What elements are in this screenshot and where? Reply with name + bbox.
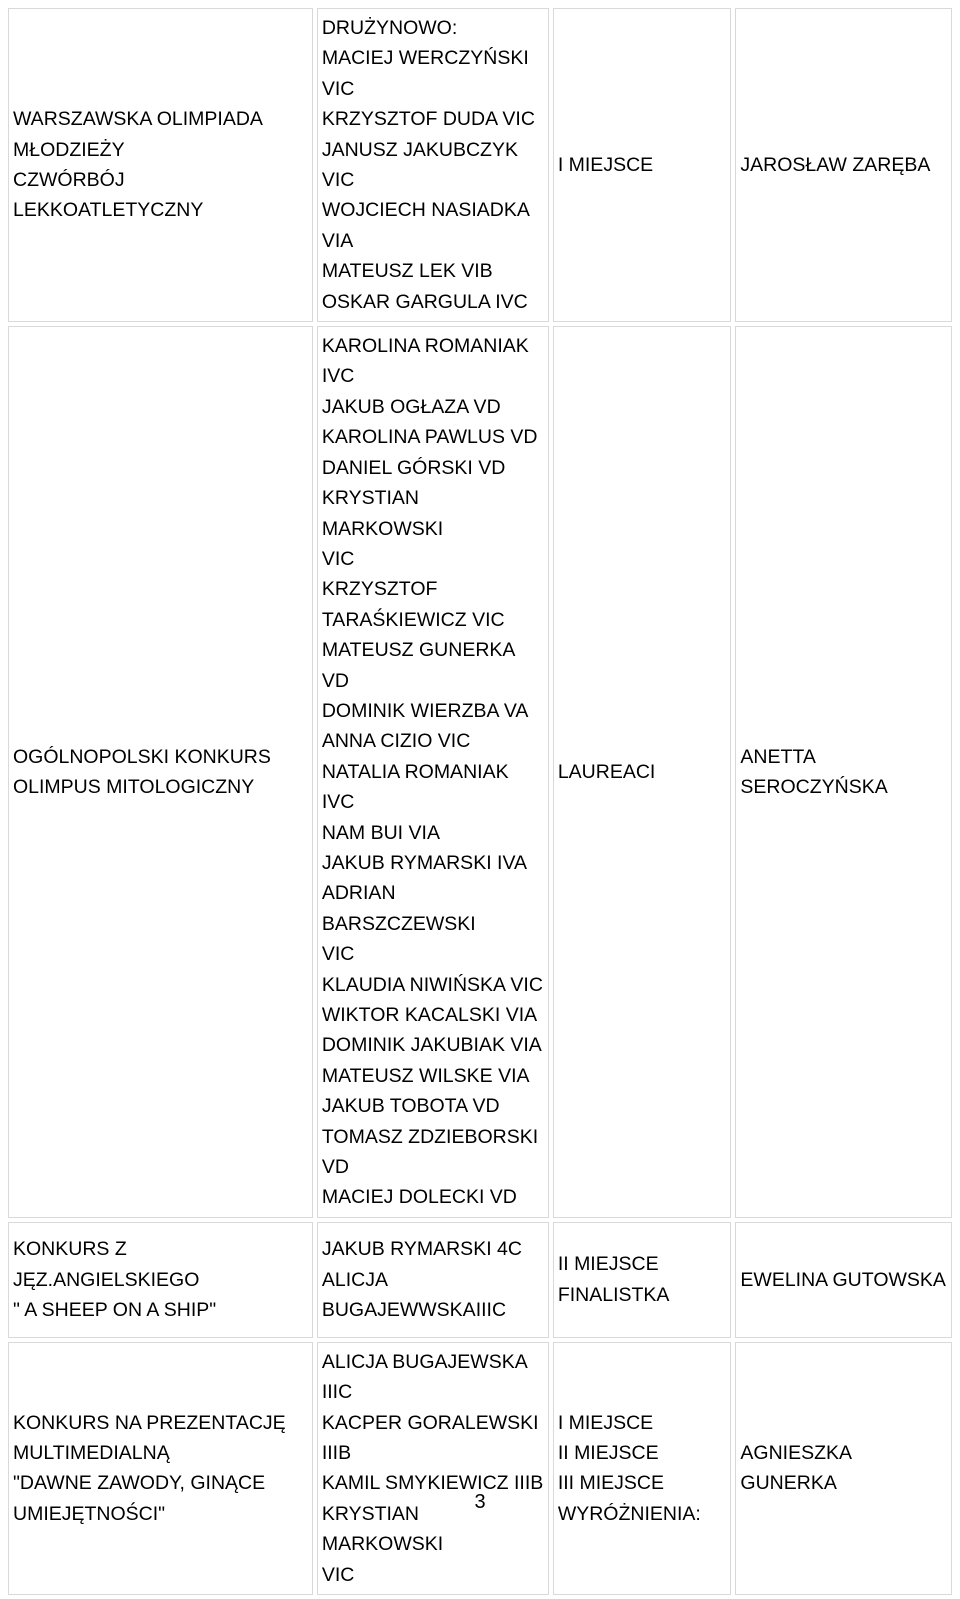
contest-line: WARSZAWSKA OLIMPIADA: [13, 108, 263, 131]
student-line: MACIEJ WERCZYŃSKI: [321, 47, 529, 70]
student-line: KRZYSZTOF DUDA VIC: [321, 108, 535, 131]
student-line: TOMASZ ZDZIEBORSKI: [321, 1125, 539, 1148]
result-cell: [553, 8, 732, 322]
result-line: I MIEJSCE: [557, 153, 654, 176]
result-cell: [553, 1222, 732, 1338]
page-number: 3: [474, 1491, 486, 1513]
student-line: IVC: [321, 791, 355, 814]
student-line: NAM BUI VIA: [321, 821, 440, 844]
contest-line: LEKKOATLETYCZNY: [13, 199, 204, 222]
student-line: VD: [321, 1156, 349, 1179]
student-line: VIC: [321, 1563, 355, 1586]
student-line: MACIEJ DOLECKI VD: [321, 1186, 517, 1209]
students-cell: [317, 1222, 549, 1338]
result-cell: [553, 1342, 732, 1595]
teacher-cell: [735, 1222, 952, 1338]
student-line: TARAŚKIEWICZ VIC: [321, 608, 505, 631]
contest-line: CZWÓRBÓJ: [13, 169, 125, 192]
results-table: [4, 4, 956, 1599]
student-line: VIA: [321, 229, 354, 252]
teacher-line: AGNIESZKA GUNERKA: [740, 1442, 851, 1495]
student-line: ALICJA: [321, 1268, 388, 1291]
student-line: BUGAJEWWSKAIIIC: [321, 1299, 507, 1322]
student-line: MATEUSZ GUNERKA VD: [321, 639, 515, 692]
contest-line: "DAWNE ZAWODY, GINĄCE: [13, 1472, 266, 1495]
student-line: KAMIL SMYKIEWICZ IIIB: [321, 1472, 544, 1495]
contest-cell: [8, 1222, 313, 1338]
result-line: III MIEJSCE: [557, 1472, 664, 1495]
contest-cell: [8, 326, 313, 1218]
table-row: [8, 8, 952, 322]
contest-line: KONKURS NA PREZENTACJĘ: [13, 1411, 286, 1434]
contest-line: " A SHEEP ON A SHIP": [13, 1299, 217, 1322]
table-row: [8, 1342, 952, 1595]
contest-line: KONKURS Z JĘZ.ANGIELSKIEGO: [13, 1238, 200, 1291]
student-line: WOJCIECH NASIADKA: [321, 199, 530, 222]
student-line: OSKAR GARGULA IVC: [321, 290, 528, 313]
student-line: JAKUB OGŁAZA VD: [321, 395, 501, 418]
student-line: KLAUDIA NIWIŃSKA VIC: [321, 973, 543, 996]
student-line: DANIEL GÓRSKI VD: [321, 456, 506, 479]
contest-line: MULTIMEDIALNĄ: [13, 1442, 170, 1465]
table-row: [8, 1222, 952, 1338]
student-line: MATEUSZ WILSKE VIA: [321, 1064, 530, 1087]
contest-line: OGÓLNOPOLSKI KONKURS: [13, 745, 271, 768]
table-row: [8, 326, 952, 1218]
teacher-cell: [735, 1342, 952, 1595]
contest-line: UMIEJĘTNOŚCI": [13, 1502, 166, 1525]
student-line: KRYSTIAN MARKOWSKI: [321, 487, 444, 540]
teacher-line: EWELINA GUTOWSKA: [740, 1268, 946, 1291]
teacher-cell: [735, 8, 952, 322]
result-line: II MIEJSCE: [557, 1253, 659, 1276]
student-line: NATALIA ROMANIAK: [321, 760, 509, 783]
result-line: I MIEJSCE: [557, 1411, 654, 1434]
student-line: KAROLINA ROMANIAK: [321, 335, 529, 358]
result-line: II MIEJSCE: [557, 1442, 659, 1465]
student-line: DOMINIK WIERZBA VA: [321, 699, 529, 722]
contest-cell: [8, 1342, 313, 1595]
student-line: KACPER GORALEWSKI: [321, 1411, 539, 1434]
student-line: WIKTOR KACALSKI VIA: [321, 1004, 538, 1026]
contest-cell: [8, 8, 313, 322]
student-line: VIC: [321, 547, 355, 570]
teacher-line: ANETTA: [740, 745, 816, 768]
teacher-cell: [735, 326, 952, 1218]
student-line: IIIC: [321, 1381, 353, 1404]
contest-line: MŁODZIEŻY: [13, 138, 125, 161]
result-line: FINALISTKA: [557, 1283, 670, 1306]
student-line: JANUSZ JAKUBCZYK VIC: [321, 138, 518, 192]
student-line: JAKUB TOBOTA VD: [321, 1095, 500, 1118]
student-line: MATEUSZ LEK VIB: [321, 260, 493, 283]
student-line: VIC: [321, 77, 355, 100]
students-cell: [317, 326, 549, 1218]
table-body: [8, 8, 952, 1595]
student-line: ADRIAN BARSZCZEWSKI: [321, 882, 476, 935]
result-line: WYRÓŻNIENIA:: [557, 1502, 701, 1525]
teacher-line: SEROCZYŃSKA: [740, 775, 888, 798]
student-line: DRUŻYNOWO:: [321, 17, 458, 39]
student-line: KRZYSZTOF: [321, 578, 438, 601]
student-line: ALICJA BUGAJEWSKA: [321, 1350, 528, 1373]
student-line: IVC: [321, 365, 355, 388]
student-line: JAKUB RYMARSKI 4C: [321, 1238, 522, 1261]
contest-line: OLIMPUS MITOLOGICZNY: [13, 775, 255, 798]
teacher-line: JAROSŁAW ZARĘBA: [740, 153, 931, 176]
students-cell: [317, 1342, 549, 1595]
students-cell: [317, 8, 549, 322]
student-line: KRYSTIAN MARKOWSKI: [321, 1502, 444, 1556]
result-cell: [553, 326, 732, 1218]
student-line: KAROLINA PAWLUS VD: [321, 426, 538, 449]
student-line: VIC: [321, 943, 355, 966]
student-line: ANNA CIZIO VIC: [321, 730, 471, 753]
student-line: DOMINIK JAKUBIAK VIA: [321, 1034, 542, 1057]
student-line: IIIB: [321, 1442, 352, 1465]
result-line: LAUREACI: [557, 760, 656, 783]
student-line: JAKUB RYMARSKI IVA: [321, 851, 528, 874]
